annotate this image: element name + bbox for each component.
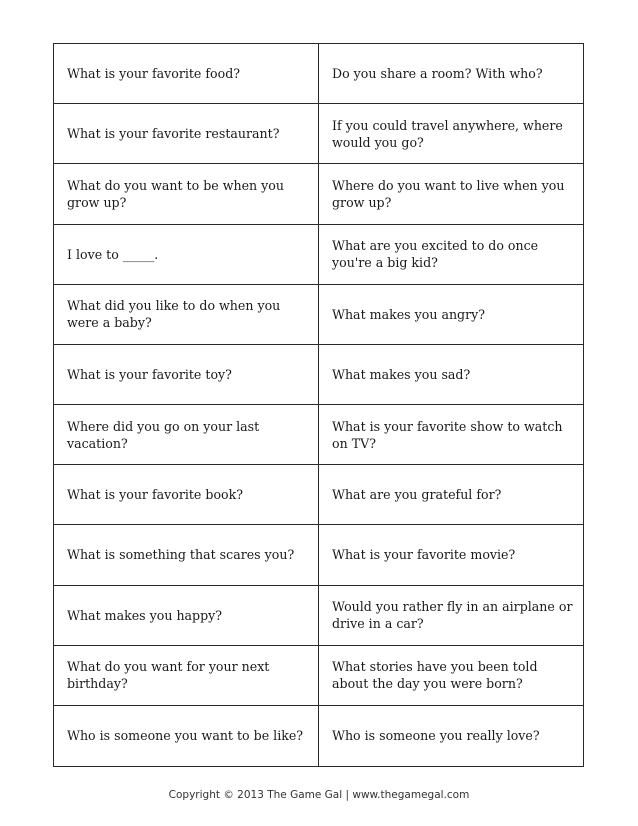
question-card: Who is someone you really love?	[332, 728, 540, 744]
question-card: What stories have you been told about the day you were born?	[319, 646, 583, 706]
question-card: If you could travel anywhere, where would you go?	[319, 104, 583, 164]
question-card: Would you rather fly in an airplane or drive in a car?	[319, 586, 583, 646]
question-card: What are you excited to do once you're a big kid?	[319, 225, 583, 285]
question-card: What do you want to be when you grow up?	[54, 164, 319, 224]
question-card: Who is someone you want to be like?	[54, 706, 319, 766]
question-card: What is your favorite toy?	[54, 345, 319, 405]
question-card: What is something that scares you?	[54, 525, 319, 585]
question-card: What is your favorite movie?	[319, 525, 583, 585]
question-card: What are you grateful for?	[319, 465, 583, 525]
question-card: Where do you want to live when you grow up?	[319, 164, 583, 224]
question-card: What is your favorite restaurant?	[54, 104, 319, 164]
question-card: Do you share a room? With who?	[319, 44, 583, 104]
copyright-footer: Copyright © 2013 The Game Gal | www.thegamegal.com	[168, 789, 470, 801]
question-card: What makes you happy?	[54, 586, 319, 646]
question-card: What is your favorite show to watch on TV?	[319, 405, 583, 465]
question-card: What makes you sad?	[319, 345, 583, 405]
question-card: Where did you go on your last vacation?	[54, 405, 319, 465]
question-card: What did you like to do when you were a baby?	[54, 285, 319, 345]
question-card: I love to _____.	[54, 225, 319, 285]
question-card-grid	[53, 43, 584, 767]
question-card: What is your favorite book?	[54, 465, 319, 525]
question-card: What is your favorite food?	[54, 44, 319, 104]
question-card: What do you want for your next birthday?	[54, 646, 319, 706]
question-card: What makes you angry?	[319, 285, 583, 345]
